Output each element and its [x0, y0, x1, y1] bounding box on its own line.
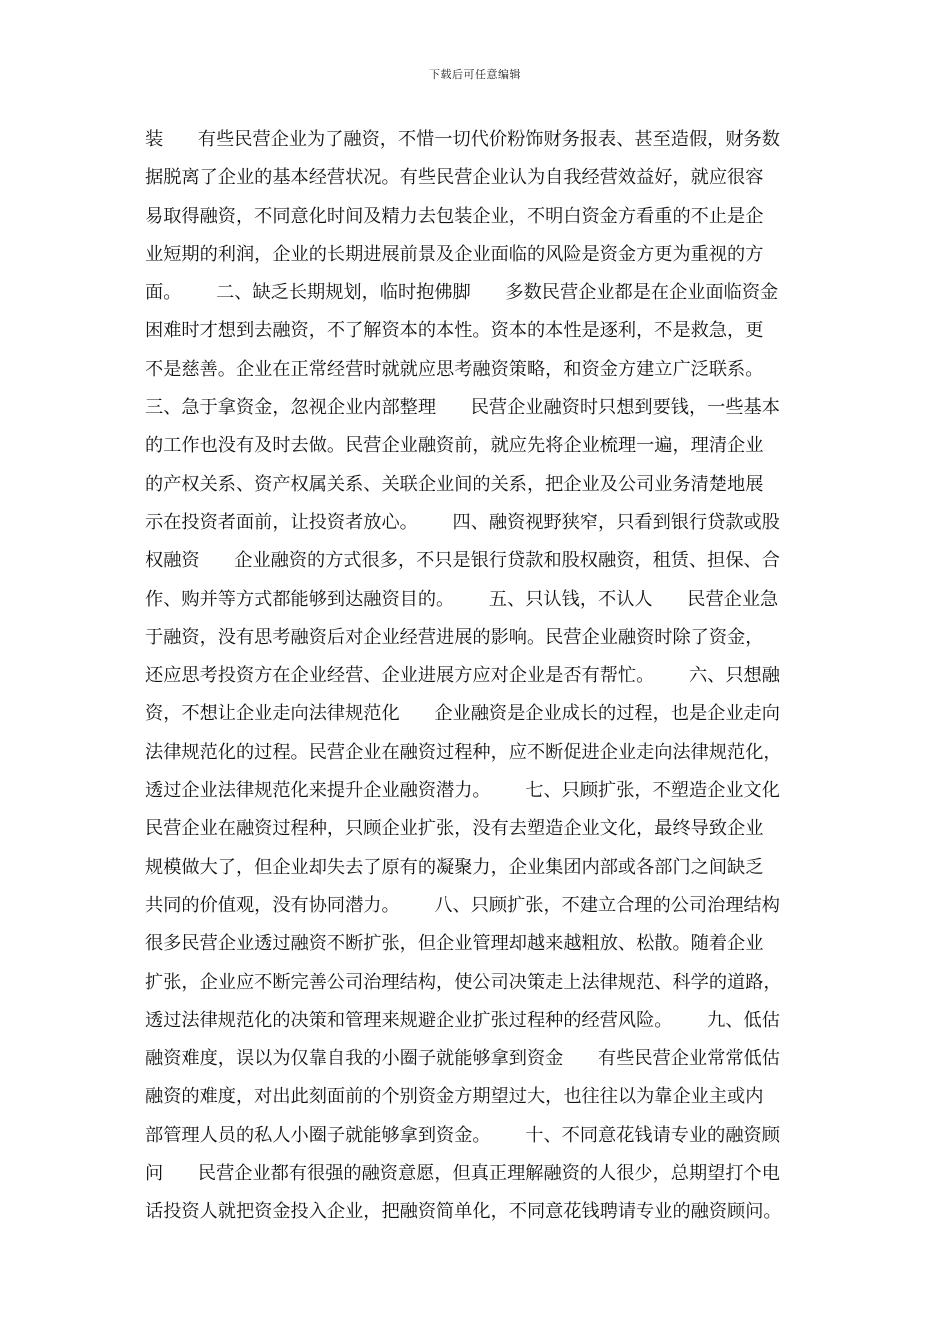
document-line: 融资的难度，对出此刻面前的个别资金方期望过大，也往往以为靠企业主或内 — [145, 1086, 764, 1108]
document-line: 透过法律规范化的决策和管理来规避企业扩张过程种的经营风险。 九、低估 — [145, 1009, 780, 1031]
document-line: 不是慈善。企业在正常经营时就就应思考融资策略，和资金方建立广泛联系。 — [145, 358, 764, 380]
document-line: 部管理人员的私人小圈子就能够拿到资金。 十、不同意花钱请专业的融资顾 — [145, 1124, 780, 1146]
document-line: 透过企业法律规范化来提升企业融资潜力。 七、只顾扩张，不塑造企业文化 — [145, 780, 780, 802]
document-line: 业短期的利润，企业的长期进展前景及企业面临的风险是资金方更为重视的方 — [145, 243, 764, 265]
document-line: 问 民营企业都有很强的融资意愿，但真正理解融资的人很少，总期望打个电 — [145, 1163, 780, 1185]
document-line: 示在投资者面前，让投资者放心。 四、融资视野狭窄，只看到银行贷款或股 — [145, 511, 780, 533]
document-line: 的工作也没有及时去做。民营企业融资前，就应先将企业梳理一遍，理清企业 — [145, 435, 764, 457]
page-header: 下载后可任意编辑 — [429, 68, 521, 81]
document-line: 民营企业在融资过程种，只顾企业扩张，没有去塑造企业文化，最终导致企业 — [145, 818, 764, 840]
document-line: 困难时才想到去融资，不了解资本的本性。资本的本性是逐利，不是救急，更 — [145, 320, 764, 342]
document-line: 于融资，没有思考融资后对企业经营进展的影响。民营企业融资时除了资金， — [145, 626, 764, 648]
document-line: 还应思考投资方在企业经营、企业进展方应对企业是否有帮忙。 六、只想融 — [145, 665, 780, 687]
document-line: 规模做大了，但企业却失去了原有的凝聚力，企业集团内部或各部门之间缺乏 — [145, 856, 764, 878]
document-body — [145, 121, 825, 1232]
document-line: 融资难度，误以为仅靠自我的小圈子就能够拿到资金 有些民营企业常常低估 — [145, 1048, 780, 1070]
document-line: 扩张，企业应不断完善公司治理结构，使公司决策走上法律规范、科学的道路， — [145, 971, 782, 993]
document-line: 很多民营企业透过融资不断扩张，但企业管理却越来越粗放、松散。随着企业 — [145, 933, 764, 955]
document-line: 资，不想让企业走向法律规范化 企业融资是企业成长的过程，也是企业走向 — [145, 703, 780, 725]
document-line: 作、购并等方式都能够到达融资目的。 五、只认钱，不认人 民营企业急 — [145, 588, 779, 610]
document-line: 装 有些民营企业为了融资，不惜一切代价粉饰财务报表、甚至造假，财务数 — [145, 129, 780, 150]
document-line: 的产权关系、资产权属关系、关联企业间的关系，把企业及公司业务清楚地展 — [145, 473, 764, 495]
document-line: 共同的价值观，没有协同潜力。 八、只顾扩张，不建立合理的公司治理结构 — [145, 894, 780, 916]
document-line: 易取得融资，不同意化时间及精力去包装企业，不明白资金方看重的不止是企 — [145, 205, 764, 227]
document-line: 权融资 企业融资的方式很多，不只是银行贷款和股权融资，租赁、担保、合 — [145, 550, 780, 572]
document-line: 据脱离了企业的基本经营状况。有些民营企业认为自我经营效益好，就应很容 — [145, 167, 764, 189]
document-line: 法律规范化的过程。民营企业在融资过程种，应不断促进企业走向法律规范化， — [145, 741, 782, 763]
document-line: 三、急于拿资金，忽视企业内部整理 民营企业融资时只想到要钱，一些基本 — [145, 397, 780, 419]
document-line: 话投资人就把资金投入企业，把融资简单化，不同意花钱聘请专业的融资顾问。 — [145, 1201, 782, 1223]
document-line: 面。 二、缺乏长期规划，临时抱佛脚 多数民营企业都是在企业面临资金 — [145, 282, 779, 304]
